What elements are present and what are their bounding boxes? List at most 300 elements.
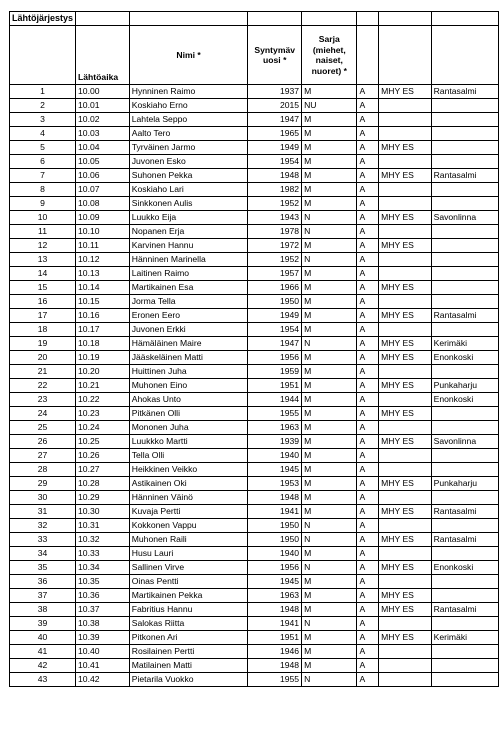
competitor-name-cell: Nopanen Erja [129, 225, 248, 239]
organization-cell [379, 183, 431, 197]
organization-cell: MHY ES [379, 211, 431, 225]
row-number-cell: 36 [10, 575, 76, 589]
organization-cell [379, 449, 431, 463]
organization-cell: MHY ES [379, 631, 431, 645]
header-birth-year: Syntymäv uosi * [248, 26, 302, 85]
series-cell: M [302, 463, 357, 477]
header-start-time: Lähtöaika [76, 26, 130, 85]
row-number-cell: 43 [10, 673, 76, 687]
organization-cell: MHY ES [379, 477, 431, 491]
row-number-cell: 8 [10, 183, 76, 197]
municipality-cell [431, 519, 498, 533]
competitor-name-cell: Fabritius Hannu [129, 603, 248, 617]
municipality-cell [431, 449, 498, 463]
municipality-cell [431, 645, 498, 659]
class-cell: A [357, 183, 379, 197]
organization-cell [379, 155, 431, 169]
series-cell: M [302, 365, 357, 379]
municipality-cell [431, 197, 498, 211]
start-time-cell: 10.13 [76, 267, 130, 281]
competitor-name-cell: Sinkkonen Aulis [129, 197, 248, 211]
series-cell: M [302, 281, 357, 295]
class-cell: A [357, 589, 379, 603]
organization-cell: MHY ES [379, 337, 431, 351]
row-number-cell: 40 [10, 631, 76, 645]
organization-cell [379, 575, 431, 589]
row-number-cell: 5 [10, 141, 76, 155]
header-series: Sarja (miehet, naiset, nuoret) * [302, 26, 357, 85]
class-cell: A [357, 239, 379, 253]
series-cell: M [302, 393, 357, 407]
birth-year-cell: 1948 [248, 603, 302, 617]
series-cell: N [302, 337, 357, 351]
class-cell: A [357, 547, 379, 561]
table-row [10, 253, 499, 267]
municipality-cell: Rantasalmi [431, 309, 498, 323]
class-cell: A [357, 113, 379, 127]
birth-year-cell: 1949 [248, 141, 302, 155]
row-number-cell: 32 [10, 519, 76, 533]
organization-cell [379, 491, 431, 505]
competitor-name-cell: Koskiaho Lari [129, 183, 248, 197]
organization-cell [379, 365, 431, 379]
class-cell: A [357, 197, 379, 211]
municipality-cell [431, 225, 498, 239]
class-cell: A [357, 85, 379, 99]
organization-cell: MHY ES [379, 85, 431, 99]
organization-cell [379, 673, 431, 687]
competitor-name-cell: Pitkonen Ari [129, 631, 248, 645]
organization-cell [379, 463, 431, 477]
series-cell: M [302, 127, 357, 141]
class-cell: A [357, 379, 379, 393]
row-number-cell: 33 [10, 533, 76, 547]
header-class [357, 26, 379, 85]
row-number-cell: 38 [10, 603, 76, 617]
competitor-name-cell: Muhonen Eino [129, 379, 248, 393]
series-cell: M [302, 659, 357, 673]
class-cell: A [357, 603, 379, 617]
organization-cell: MHY ES [379, 603, 431, 617]
municipality-cell: Savonlinna [431, 435, 498, 449]
competitor-name-cell: Jorma Tella [129, 295, 248, 309]
municipality-cell: Punkaharju [431, 477, 498, 491]
municipality-cell: Kerimäki [431, 337, 498, 351]
row-number-cell: 35 [10, 561, 76, 575]
competitor-name-cell: Koskiaho Erno [129, 99, 248, 113]
class-cell: A [357, 253, 379, 267]
class-cell: A [357, 281, 379, 295]
row-number-cell: 17 [10, 309, 76, 323]
birth-year-cell: 1939 [248, 435, 302, 449]
competitor-name-cell: Luukkko Martti [129, 435, 248, 449]
municipality-cell: Rantasalmi [431, 603, 498, 617]
birth-year-cell: 1949 [248, 309, 302, 323]
start-time-cell: 10.03 [76, 127, 130, 141]
start-time-cell: 10.05 [76, 155, 130, 169]
start-time-cell: 10.32 [76, 533, 130, 547]
series-cell: M [302, 449, 357, 463]
municipality-cell [431, 421, 498, 435]
table-row [10, 113, 499, 127]
header-row [10, 26, 499, 85]
organization-cell [379, 267, 431, 281]
table-row [10, 141, 499, 155]
table-row [10, 309, 499, 323]
organization-cell [379, 645, 431, 659]
class-cell: A [357, 407, 379, 421]
start-time-cell: 10.11 [76, 239, 130, 253]
organization-cell [379, 323, 431, 337]
table-row [10, 631, 499, 645]
table-row [10, 617, 499, 631]
class-cell: A [357, 267, 379, 281]
row-number-cell: 28 [10, 463, 76, 477]
birth-year-cell: 2015 [248, 99, 302, 113]
title-row [10, 12, 499, 26]
class-cell: A [357, 491, 379, 505]
birth-year-cell: 1965 [248, 127, 302, 141]
series-cell: N [302, 519, 357, 533]
row-number-cell: 25 [10, 421, 76, 435]
birth-year-cell: 1956 [248, 561, 302, 575]
class-cell: A [357, 211, 379, 225]
birth-year-cell: 1955 [248, 407, 302, 421]
class-cell: A [357, 645, 379, 659]
start-time-cell: 10.16 [76, 309, 130, 323]
start-time-cell: 10.14 [76, 281, 130, 295]
start-time-cell: 10.26 [76, 449, 130, 463]
class-cell: A [357, 463, 379, 477]
municipality-cell: Savonlinna [431, 211, 498, 225]
organization-cell: MHY ES [379, 589, 431, 603]
class-cell: A [357, 617, 379, 631]
row-number-cell: 16 [10, 295, 76, 309]
birth-year-cell: 1982 [248, 183, 302, 197]
series-cell: N [302, 617, 357, 631]
class-cell: A [357, 393, 379, 407]
sheet-title: Lähtöjärjestys [10, 12, 76, 26]
class-cell: A [357, 421, 379, 435]
start-time-cell: 10.17 [76, 323, 130, 337]
birth-year-cell: 1948 [248, 659, 302, 673]
municipality-cell [431, 281, 498, 295]
competitor-name-cell: Kuvaja Pertti [129, 505, 248, 519]
start-time-cell: 10.31 [76, 519, 130, 533]
birth-year-cell: 1954 [248, 323, 302, 337]
birth-year-cell: 1950 [248, 519, 302, 533]
table-row [10, 323, 499, 337]
table-row [10, 211, 499, 225]
series-cell: M [302, 197, 357, 211]
start-time-cell: 10.04 [76, 141, 130, 155]
municipality-cell [431, 407, 498, 421]
start-time-cell: 10.10 [76, 225, 130, 239]
competitor-name-cell: Mononen Juha [129, 421, 248, 435]
start-time-cell: 10.29 [76, 491, 130, 505]
start-time-cell: 10.37 [76, 603, 130, 617]
organization-cell: MHY ES [379, 407, 431, 421]
competitor-name-cell: Pietarila Vuokko [129, 673, 248, 687]
table-row [10, 533, 499, 547]
series-cell: M [302, 505, 357, 519]
series-cell: M [302, 155, 357, 169]
birth-year-cell: 1951 [248, 379, 302, 393]
organization-cell [379, 99, 431, 113]
table-row [10, 169, 499, 183]
start-time-cell: 10.25 [76, 435, 130, 449]
organization-cell: MHY ES [379, 561, 431, 575]
row-number-cell: 1 [10, 85, 76, 99]
municipality-cell [431, 365, 498, 379]
competitor-name-cell: Kokkonen Vappu [129, 519, 248, 533]
series-cell: M [302, 421, 357, 435]
series-cell: N [302, 253, 357, 267]
table-row [10, 561, 499, 575]
series-cell: N [302, 561, 357, 575]
birth-year-cell: 1946 [248, 645, 302, 659]
series-cell: M [302, 309, 357, 323]
organization-cell [379, 197, 431, 211]
birth-year-cell: 1972 [248, 239, 302, 253]
competitor-name-cell: Ahokas Unto [129, 393, 248, 407]
series-cell: N [302, 211, 357, 225]
table-row [10, 267, 499, 281]
start-time-cell: 10.35 [76, 575, 130, 589]
class-cell: A [357, 141, 379, 155]
start-time-cell: 10.06 [76, 169, 130, 183]
birth-year-cell: 1945 [248, 463, 302, 477]
class-cell: A [357, 127, 379, 141]
start-time-cell: 10.08 [76, 197, 130, 211]
start-time-cell: 10.02 [76, 113, 130, 127]
start-time-cell: 10.21 [76, 379, 130, 393]
table-row [10, 99, 499, 113]
organization-cell: MHY ES [379, 533, 431, 547]
birth-year-cell: 1954 [248, 155, 302, 169]
birth-year-cell: 1952 [248, 253, 302, 267]
municipality-cell: Rantasalmi [431, 533, 498, 547]
series-cell: M [302, 351, 357, 365]
header-number [10, 26, 76, 85]
class-cell: A [357, 561, 379, 575]
organization-cell: MHY ES [379, 309, 431, 323]
table-row [10, 295, 499, 309]
competitor-name-cell: Juvonen Erkki [129, 323, 248, 337]
organization-cell: MHY ES [379, 505, 431, 519]
competitor-name-cell: Eronen Eero [129, 309, 248, 323]
start-time-cell: 10.40 [76, 645, 130, 659]
birth-year-cell: 1941 [248, 505, 302, 519]
start-time-cell: 10.24 [76, 421, 130, 435]
municipality-cell [431, 183, 498, 197]
table-row [10, 435, 499, 449]
municipality-cell [431, 253, 498, 267]
start-time-cell: 10.41 [76, 659, 130, 673]
class-cell: A [357, 505, 379, 519]
municipality-cell [431, 127, 498, 141]
table-row [10, 659, 499, 673]
competitor-name-cell: Husu Lauri [129, 547, 248, 561]
class-cell: A [357, 295, 379, 309]
class-cell: A [357, 533, 379, 547]
start-time-cell: 10.19 [76, 351, 130, 365]
municipality-cell [431, 141, 498, 155]
table-row [10, 155, 499, 169]
municipality-cell [431, 155, 498, 169]
competitor-name-cell: Martikainen Pekka [129, 589, 248, 603]
row-number-cell: 26 [10, 435, 76, 449]
birth-year-cell: 1950 [248, 533, 302, 547]
table-row [10, 183, 499, 197]
class-cell: A [357, 99, 379, 113]
table-row [10, 421, 499, 435]
series-cell: M [302, 491, 357, 505]
row-number-cell: 30 [10, 491, 76, 505]
row-number-cell: 37 [10, 589, 76, 603]
organization-cell [379, 617, 431, 631]
birth-year-cell: 1951 [248, 631, 302, 645]
start-time-cell: 10.15 [76, 295, 130, 309]
birth-year-cell: 1940 [248, 449, 302, 463]
class-cell: A [357, 155, 379, 169]
organization-cell [379, 127, 431, 141]
header-municipality [431, 26, 498, 85]
row-number-cell: 10 [10, 211, 76, 225]
table-row [10, 575, 499, 589]
row-number-cell: 15 [10, 281, 76, 295]
series-cell: M [302, 239, 357, 253]
row-number-cell: 24 [10, 407, 76, 421]
row-number-cell: 7 [10, 169, 76, 183]
start-time-cell: 10.42 [76, 673, 130, 687]
birth-year-cell: 1957 [248, 267, 302, 281]
competitor-name-cell: Salokas Riitta [129, 617, 248, 631]
row-number-cell: 13 [10, 253, 76, 267]
municipality-cell [431, 491, 498, 505]
municipality-cell [431, 659, 498, 673]
organization-cell [379, 547, 431, 561]
competitor-name-cell: Sallinen Virve [129, 561, 248, 575]
row-number-cell: 11 [10, 225, 76, 239]
competitor-name-cell: Suhonen Pekka [129, 169, 248, 183]
organization-cell [379, 421, 431, 435]
series-cell: NU [302, 99, 357, 113]
series-cell: M [302, 575, 357, 589]
class-cell: A [357, 631, 379, 645]
start-time-cell: 10.01 [76, 99, 130, 113]
row-number-cell: 42 [10, 659, 76, 673]
header-name: Nimi * [129, 26, 248, 85]
row-number-cell: 21 [10, 365, 76, 379]
series-cell: M [302, 603, 357, 617]
municipality-cell [431, 323, 498, 337]
table-row [10, 449, 499, 463]
series-cell: M [302, 435, 357, 449]
row-number-cell: 22 [10, 379, 76, 393]
birth-year-cell: 1963 [248, 589, 302, 603]
municipality-cell [431, 575, 498, 589]
row-number-cell: 39 [10, 617, 76, 631]
birth-year-cell: 1950 [248, 295, 302, 309]
table-row [10, 337, 499, 351]
table-row [10, 239, 499, 253]
birth-year-cell: 1948 [248, 169, 302, 183]
series-cell: M [302, 85, 357, 99]
series-cell: M [302, 589, 357, 603]
birth-year-cell: 1948 [248, 491, 302, 505]
organization-cell: MHY ES [379, 239, 431, 253]
competitor-name-cell: Tella Olli [129, 449, 248, 463]
birth-year-cell: 1947 [248, 337, 302, 351]
organization-cell [379, 659, 431, 673]
birth-year-cell: 1937 [248, 85, 302, 99]
row-number-cell: 20 [10, 351, 76, 365]
table-row [10, 603, 499, 617]
header-organization [379, 26, 431, 85]
municipality-cell [431, 267, 498, 281]
table-row [10, 281, 499, 295]
municipality-cell [431, 463, 498, 477]
class-cell: A [357, 435, 379, 449]
birth-year-cell: 1944 [248, 393, 302, 407]
table-row [10, 589, 499, 603]
series-cell: M [302, 113, 357, 127]
birth-year-cell: 1947 [248, 113, 302, 127]
start-time-cell: 10.38 [76, 617, 130, 631]
row-number-cell: 2 [10, 99, 76, 113]
municipality-cell: Rantasalmi [431, 505, 498, 519]
organization-cell [379, 253, 431, 267]
start-time-cell: 10.12 [76, 253, 130, 267]
series-cell: M [302, 477, 357, 491]
table-row [10, 463, 499, 477]
row-number-cell: 3 [10, 113, 76, 127]
table-row [10, 197, 499, 211]
series-cell: N [302, 673, 357, 687]
start-time-cell: 10.28 [76, 477, 130, 491]
start-time-cell: 10.18 [76, 337, 130, 351]
table-row [10, 379, 499, 393]
row-number-cell: 23 [10, 393, 76, 407]
municipality-cell: Enonkoski [431, 561, 498, 575]
start-time-cell: 10.00 [76, 85, 130, 99]
start-time-cell: 10.23 [76, 407, 130, 421]
class-cell: A [357, 365, 379, 379]
competitor-name-cell: Laitinen Raimo [129, 267, 248, 281]
municipality-cell [431, 239, 498, 253]
competitor-name-cell: Hänninen Marinella [129, 253, 248, 267]
birth-year-cell: 1945 [248, 575, 302, 589]
birth-year-cell: 1941 [248, 617, 302, 631]
row-number-cell: 29 [10, 477, 76, 491]
row-number-cell: 34 [10, 547, 76, 561]
row-number-cell: 9 [10, 197, 76, 211]
class-cell: A [357, 351, 379, 365]
organization-cell: MHY ES [379, 379, 431, 393]
table-row [10, 547, 499, 561]
start-time-cell: 10.07 [76, 183, 130, 197]
competitor-name-cell: Huittinen Juha [129, 365, 248, 379]
table-row [10, 645, 499, 659]
row-number-cell: 12 [10, 239, 76, 253]
table-row [10, 673, 499, 687]
start-time-cell: 10.20 [76, 365, 130, 379]
organization-cell: MHY ES [379, 281, 431, 295]
table-row [10, 85, 499, 99]
competitor-name-cell: Hynninen Raimo [129, 85, 248, 99]
birth-year-cell: 1978 [248, 225, 302, 239]
